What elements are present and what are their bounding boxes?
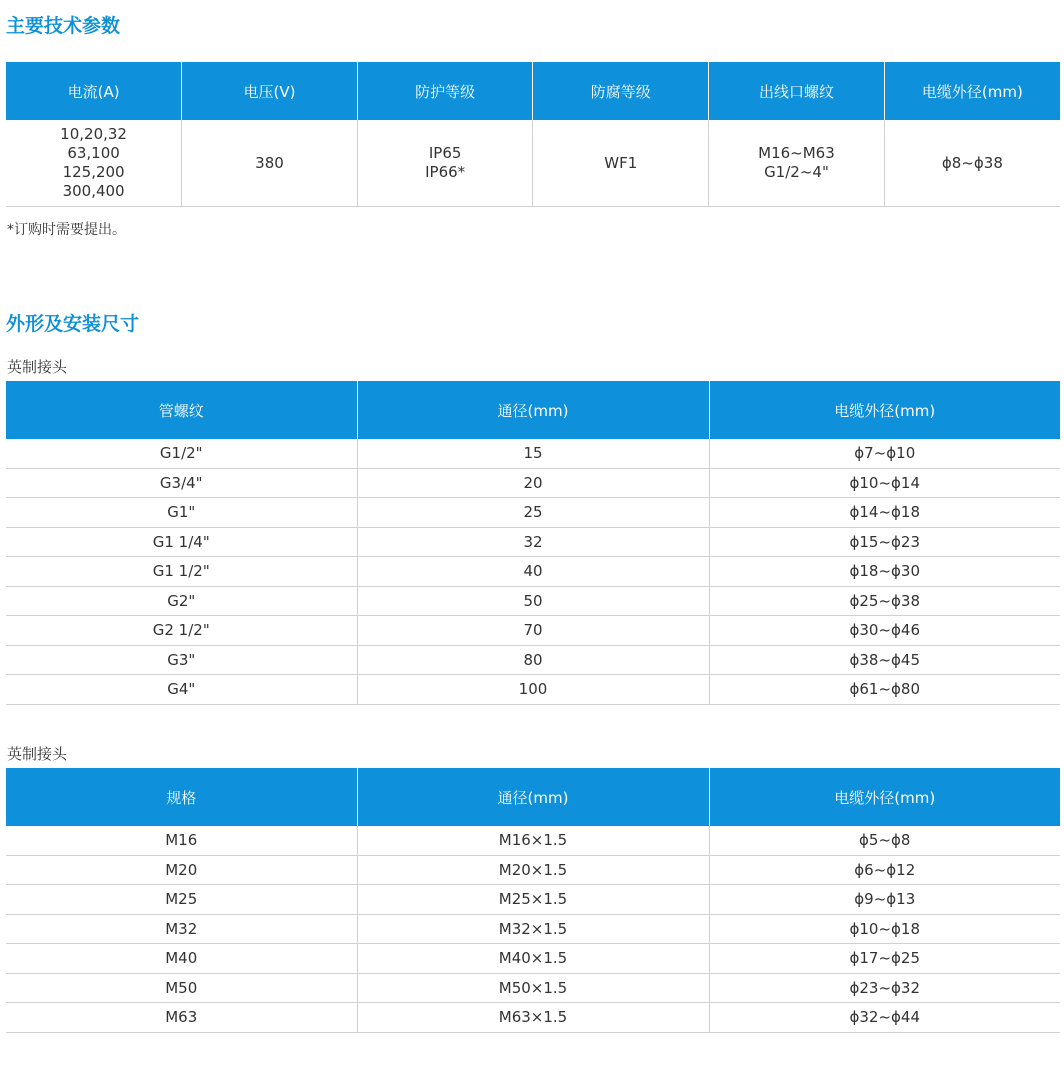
table-row (6, 1003, 1060, 1033)
table-cell: M25×1.5 (357, 885, 709, 915)
header-spec: 规格 (6, 768, 357, 826)
specs-title: 主要技术参数 (6, 15, 121, 37)
table-cell: 100 (357, 675, 709, 705)
imperial-header-row (6, 381, 1060, 439)
table-cell: M16×1.5 (357, 826, 709, 855)
table-cell: M20 (6, 855, 357, 885)
metric-table (6, 768, 1060, 1033)
table-cell: 15 (357, 439, 709, 468)
table-cell: 40 (357, 557, 709, 587)
cell-anticorrosion (533, 120, 709, 207)
cell-line: M16~M63 (758, 144, 835, 162)
table-row (6, 616, 1060, 646)
table-cell: M40 (6, 944, 357, 974)
cell-line: 380 (255, 153, 284, 172)
table-cell: M16 (6, 826, 357, 855)
table-cell: M63×1.5 (357, 1003, 709, 1033)
order-note: *订购时需要提出。 (7, 222, 126, 238)
table-cell: ϕ5~ϕ8 (709, 826, 1060, 855)
dimensions-title: 外形及安装尺寸 (6, 313, 140, 335)
table-cell: G4" (6, 675, 357, 705)
table-cell: 50 (357, 586, 709, 616)
table-cell: M25 (6, 885, 357, 915)
table-cell: ϕ15~ϕ23 (709, 527, 1060, 557)
table-row (6, 973, 1060, 1003)
table-cell: 20 (357, 468, 709, 498)
header-cable-diameter: 电缆外径(mm) (709, 381, 1060, 439)
table-cell: ϕ10~ϕ18 (709, 914, 1060, 944)
table-cell: M50 (6, 973, 357, 1003)
table-cell: 80 (357, 645, 709, 675)
table-cell: ϕ9~ϕ13 (709, 885, 1060, 915)
header-pipe-thread: 管螺纹 (6, 381, 357, 439)
table-row (6, 944, 1060, 974)
cell-protection (357, 120, 533, 207)
table-cell: M40×1.5 (357, 944, 709, 974)
cell-line: WF1 (604, 153, 638, 172)
table-cell: ϕ30~ϕ46 (709, 616, 1060, 646)
table-cell: M63 (6, 1003, 357, 1033)
specs-table (6, 62, 1060, 207)
table-row (6, 885, 1060, 915)
cell-cable-diameter (884, 120, 1060, 207)
metric-header-row (6, 768, 1060, 826)
table-cell: M32 (6, 914, 357, 944)
table-row (6, 527, 1060, 557)
table-cell: ϕ23~ϕ32 (709, 973, 1060, 1003)
table-row (6, 675, 1060, 705)
imperial-label: 英制接头 (7, 358, 68, 376)
header-anticorrosion: 防腐等级 (533, 62, 709, 120)
cell-line: ϕ8~ϕ38 (941, 153, 1003, 172)
header-outlet-thread: 出线口螺纹 (709, 62, 885, 120)
imperial-table (6, 381, 1060, 705)
table-row (6, 468, 1060, 498)
table-cell: 32 (357, 527, 709, 557)
table-cell: ϕ17~ϕ25 (709, 944, 1060, 974)
cell-line: IP65 (428, 144, 462, 162)
table-cell: G1" (6, 498, 357, 528)
table-cell: M50×1.5 (357, 973, 709, 1003)
cell-line: 300,400 (62, 182, 125, 200)
table-row (6, 855, 1060, 885)
table-cell: G3" (6, 645, 357, 675)
table-cell: ϕ7~ϕ10 (709, 439, 1060, 468)
header-cable-diameter: 电缆外径(mm) (709, 768, 1060, 826)
table-row (6, 914, 1060, 944)
table-cell: G1 1/2" (6, 557, 357, 587)
table-cell: ϕ61~ϕ80 (709, 675, 1060, 705)
table-cell: G2 1/2" (6, 616, 357, 646)
table-row (6, 439, 1060, 468)
cell-line: 63,100 (67, 144, 120, 162)
table-row (6, 557, 1060, 587)
cell-current (6, 120, 182, 207)
header-bore: 通径(mm) (357, 381, 709, 439)
header-cable-diameter: 电缆外径(mm) (884, 62, 1060, 120)
metric-label: 英制接头 (7, 745, 68, 763)
header-protection: 防护等级 (357, 62, 533, 120)
table-row (6, 586, 1060, 616)
table-cell: M20×1.5 (357, 855, 709, 885)
table-cell: G1/2" (6, 439, 357, 468)
table-cell: G1 1/4" (6, 527, 357, 557)
header-voltage: 电压(V) (182, 62, 358, 120)
cell-line: G1/2~4" (764, 163, 829, 181)
specs-row (6, 120, 1060, 207)
table-cell: ϕ38~ϕ45 (709, 645, 1060, 675)
cell-voltage (182, 120, 358, 207)
table-cell: ϕ32~ϕ44 (709, 1003, 1060, 1033)
table-cell: ϕ14~ϕ18 (709, 498, 1060, 528)
table-cell: G3/4" (6, 468, 357, 498)
table-cell: ϕ25~ϕ38 (709, 586, 1060, 616)
specs-header-row (6, 62, 1060, 120)
table-cell: G2" (6, 586, 357, 616)
cell-line: 125,200 (62, 163, 125, 181)
cell-line: 10,20,32 (60, 125, 127, 143)
table-cell: ϕ10~ϕ14 (709, 468, 1060, 498)
table-row (6, 826, 1060, 855)
table-cell: ϕ18~ϕ30 (709, 557, 1060, 587)
cell-line: IP66* (425, 163, 466, 181)
table-cell: ϕ6~ϕ12 (709, 855, 1060, 885)
table-cell: 25 (357, 498, 709, 528)
header-current: 电流(A) (6, 62, 182, 120)
table-row (6, 645, 1060, 675)
cell-outlet-thread (709, 120, 885, 207)
table-cell: M32×1.5 (357, 914, 709, 944)
table-cell: 70 (357, 616, 709, 646)
table-row (6, 498, 1060, 528)
header-bore: 通径(mm) (357, 768, 709, 826)
